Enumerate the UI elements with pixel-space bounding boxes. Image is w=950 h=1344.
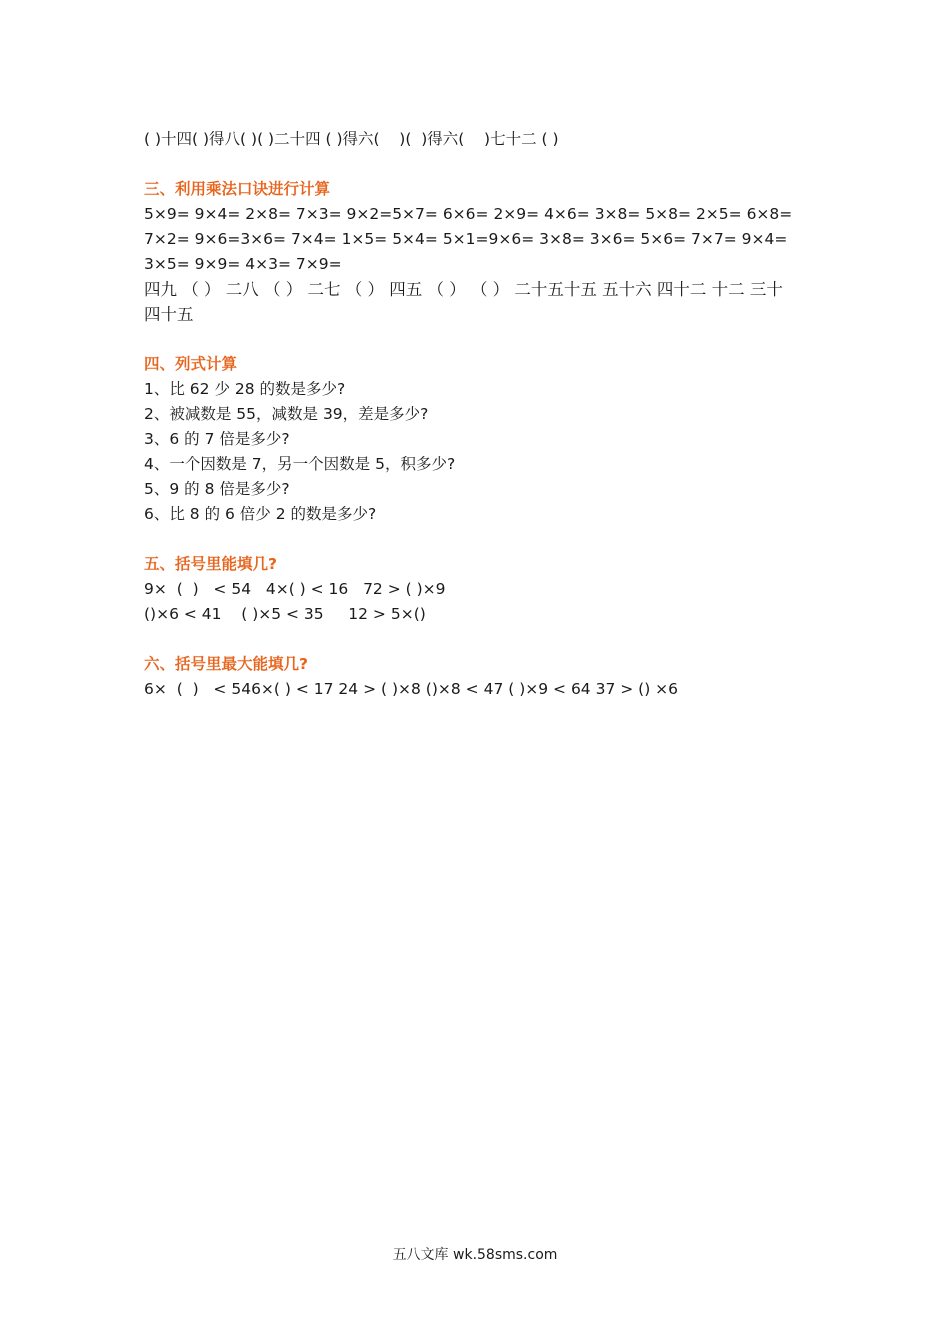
mnemonic-text: 四九 （ ） 二八 （ ） 二七 （ ） 四五 （ ） （ ） 二十五十五 五十六 四十二 十二 三十 四十五 [144, 280, 783, 324]
list-item: 1、比 62 少 28 的数是多少? [144, 380, 346, 398]
section-3 [144, 177, 804, 327]
section-6-heading: 六、括号里最大能填几? [144, 655, 308, 673]
inequality-line: ()×6 < 41 ( )×5 < 35 12 > 5×() [144, 605, 426, 623]
fill-blank-line: ( )十四( )得八( )( )二十四 ( )得六( )( )得六( )七十二 ( ) [144, 130, 559, 148]
section-4 [144, 352, 804, 527]
document-content [144, 127, 804, 702]
list-item: 2、被减数是 55，减数是 39，差是多少? [144, 405, 429, 423]
section-3-heading: 三、利用乘法口诀进行计算 [144, 180, 331, 198]
calculation-line: 7×2= 9×6=3×6= 7×4= 1×5= 5×4= 5×1=9×6= 3×8= 3×6= 5×6= 7×7= 9×4= [144, 230, 788, 248]
calculation-line: 3×5= 9×9= 4×3= 7×9= [144, 255, 342, 273]
inequality-line: 9× ( ) < 54 4×( ) < 16 72 > ( )×9 [144, 580, 446, 598]
section-4-heading: 四、列式计算 [144, 355, 238, 373]
inequality-line: 6× ( ) < 546×( ) < 17 24 > ( )×8 ()×8 < 47 ( )×9 < 64 37 > () ×6 [144, 680, 679, 698]
footer-watermark: 五八文库 wk.58sms.com [392, 1247, 558, 1263]
calculation-line: 5×9= 9×4= 2×8= 7×3= 9×2=5×7= 6×6= 2×9= 4×6= 3×8= 5×8= 2×5= 6×8= [144, 205, 793, 223]
list-item: 6、比 8 的 6 倍少 2 的数是多少? [144, 505, 377, 523]
section-5 [144, 552, 804, 627]
list-item: 4、一个因数是 7，另一个因数是 5，积多少? [144, 455, 456, 473]
section-6 [144, 652, 804, 702]
list-item: 5、9 的 8 倍是多少? [144, 480, 290, 498]
section-5-heading: 五、括号里能填几? [144, 555, 277, 573]
list-item: 3、6 的 7 倍是多少? [144, 430, 290, 448]
